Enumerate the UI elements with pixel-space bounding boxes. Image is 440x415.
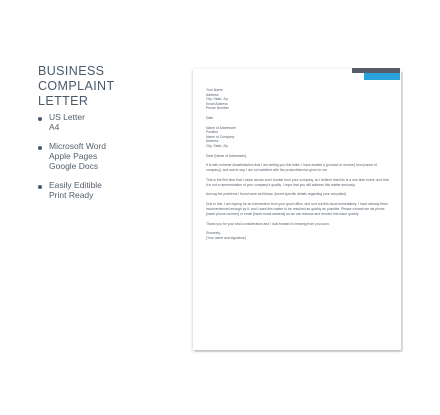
letter-body bbox=[206, 88, 390, 240]
bullet-icon bbox=[38, 117, 42, 121]
letter-paragraph: This is the first time that I came across such trouble from your company, so I believe that this is a one-time event, and that it is not a representative of your company's quality. I hope that you will address this matter seriously. bbox=[206, 177, 389, 187]
document-accent-bar-blue bbox=[364, 73, 400, 80]
feature-text: A4 bbox=[49, 122, 60, 132]
recipient-line: Address bbox=[206, 139, 219, 144]
recipient-line: Position bbox=[206, 130, 219, 135]
sender-line: City, State, Zip bbox=[206, 97, 228, 102]
template-title-line-2: LETTER bbox=[38, 94, 89, 108]
recipient-line: City, State, Zip bbox=[206, 143, 228, 148]
letter-signature: [Your name and signature] bbox=[206, 235, 246, 240]
recipient-line: Name of Company bbox=[206, 134, 235, 139]
letter-paragraph: It is with extreme dissatisfaction that I am writing you this letter. I have availed a [product or service] from [name of company], and sad to say, I am not satisfied with the product/service given to me. bbox=[206, 163, 377, 172]
feature-item-formats bbox=[38, 112, 178, 132]
bullet-icon bbox=[38, 146, 42, 150]
letter-date: Date bbox=[206, 115, 214, 120]
letter-salutation: Dear [Name of Addressee], bbox=[206, 153, 247, 158]
template-title bbox=[38, 64, 178, 109]
template-title-line-1: BUSINESS COMPLAINT bbox=[38, 64, 115, 93]
feature-text: Google Docs bbox=[49, 161, 99, 171]
letter-paragraph: Among the problems I found were as follows: [insert specific details regarding your complaint]. bbox=[206, 192, 347, 197]
sender-line: Email Address bbox=[206, 101, 228, 106]
sender-line: Address bbox=[206, 92, 219, 97]
sender-line: Your Name bbox=[206, 88, 223, 92]
feature-text: Print Ready bbox=[49, 190, 94, 200]
bullet-icon bbox=[38, 185, 42, 189]
feature-item-editable bbox=[38, 180, 178, 200]
feature-item-apps bbox=[38, 141, 178, 171]
feature-list bbox=[38, 112, 178, 209]
feature-text: Microsoft Word bbox=[49, 141, 106, 151]
letter-paragraph: Due to this, I am hoping for an intervention from your good office, and sort out this issue immediately. I have already been inconvenienced enough by it, and I want this matter to be resolved as quickly as possible. Please contact me via phone [insert phone number] or email [insert email address] so we can discuss and resolve this issue quickly. bbox=[206, 202, 388, 216]
letter-closing: Sincerely, bbox=[206, 231, 221, 236]
feature-text: Easily Editible bbox=[49, 180, 102, 190]
feature-text: Apple Pages bbox=[49, 151, 98, 161]
letter-paragraph: Thank you for your kind consideration and I look forward to hearing from you soon. bbox=[206, 221, 330, 226]
recipient-line: Name of Addressee bbox=[206, 125, 236, 130]
feature-text: US Letter bbox=[49, 112, 85, 122]
sender-line: Phone Number bbox=[206, 106, 229, 111]
